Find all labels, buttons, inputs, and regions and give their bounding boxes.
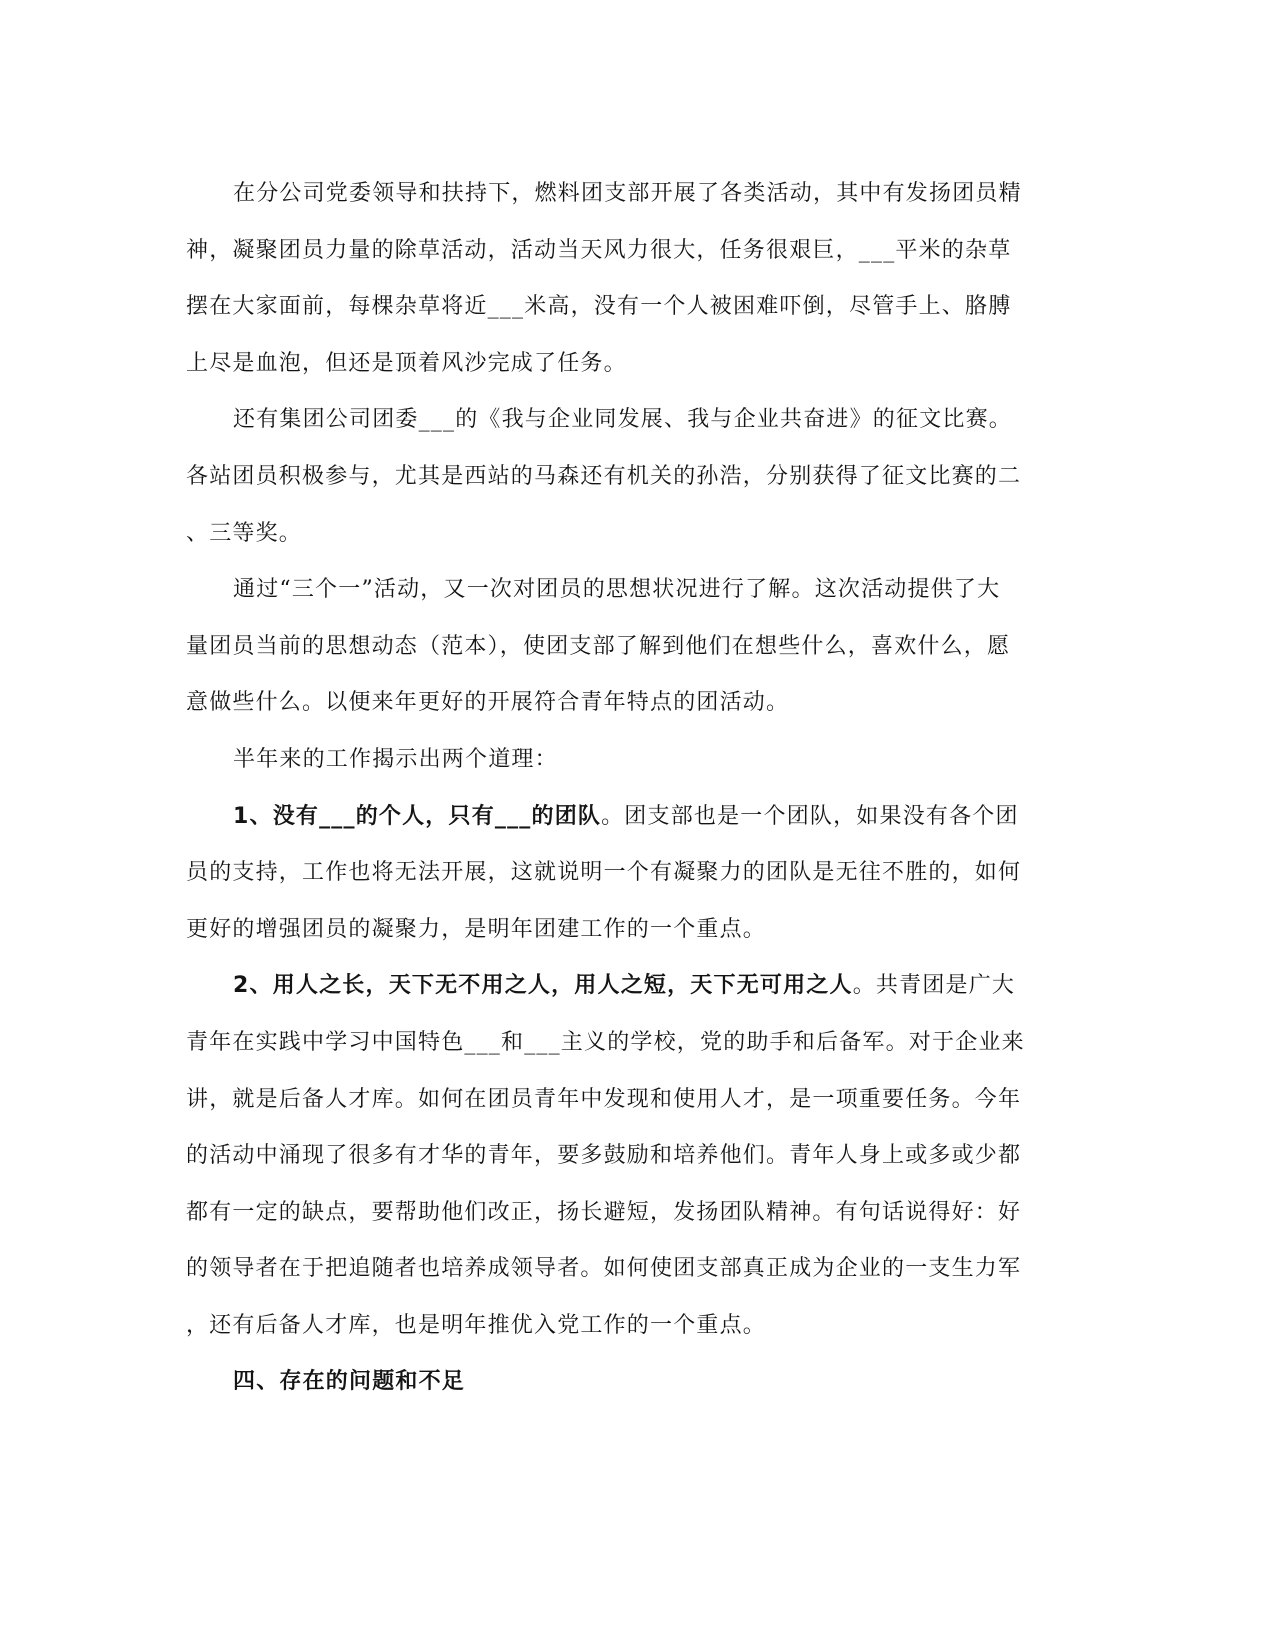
paragraph-two-lessons-intro [186, 732, 1096, 789]
section-heading-problems [186, 1354, 1096, 1411]
lesson-one-title: 1、没有___的个人，只有___的团队 [233, 803, 602, 829]
document-body [186, 166, 1096, 1411]
paragraph-weeding-activity [186, 166, 1096, 392]
text-line: 的活动中涌现了很多有才华的青年，要多鼓励和培养他们。青年人身上或多或少都 [186, 1143, 1022, 1169]
text-run: 。团支部也是一个团队，如果没有各个团 [601, 803, 1019, 829]
text-run: 。共青团是广大 [852, 973, 1016, 999]
text-line: 意做些什么。以便来年更好的开展符合青年特点的团活动。 [186, 690, 790, 716]
text-line [186, 958, 1096, 1015]
text-line: 、三等奖。 [186, 520, 303, 546]
section-heading: 四、存在的问题和不足 [233, 1369, 466, 1395]
paragraph-lesson-two [186, 958, 1096, 1354]
text-line [186, 789, 1096, 846]
text-line: 讲，就是后备人才库。如何在团员青年中发现和使用人才，是一项重要任务。今年 [186, 1086, 1022, 1112]
text-line: 通过“三个一”活动，又一次对团员的思想状况进行了解。这次活动提供了大 [233, 577, 1001, 603]
text-line: 的领导者在于把追随者也培养成领导者。如何使团支部真正成为企业的一支生力军 [186, 1256, 1022, 1282]
text-line: 各站团员积极参与，尤其是西站的马森还有机关的孙浩，分别获得了征文比赛的二 [186, 463, 1022, 489]
text-line: 青年在实践中学习中国特色___和___主义的学校，党的助手和后备军。对于企业来 [186, 1029, 1025, 1055]
text-line: 量团员当前的思想动态（范本），使团支部了解到他们在想些什么，喜欢什么，愿 [186, 633, 1011, 659]
paragraph-lesson-one [186, 789, 1096, 959]
paragraph-essay-contest [186, 392, 1096, 562]
text-line: 员的支持，工作也将无法开展，这就说明一个有凝聚力的团队是无往不胜的，如何 [186, 860, 1022, 886]
text-line: ，还有后备人才库，也是明年推优入党工作的一个重点。 [186, 1312, 767, 1338]
text-line: 更好的增强团员的凝聚力，是明年团建工作的一个重点。 [186, 916, 767, 942]
text-line: 还有集团公司团委___的《我与企业同发展、我与企业共奋进》的征文比赛。 [233, 407, 1013, 433]
text-line: 摆在大家面前，每棵杂草将近___米高，没有一个人被困难吓倒，尽管手上、胳膊 [186, 294, 1012, 320]
text-line: 神，凝聚团员力量的除草活动，活动当天风力很大，任务很艰巨，___平米的杂草 [186, 237, 1012, 263]
text-line: 都有一定的缺点，要帮助他们改正，扬长避短，发扬团队精神。有句话说得好：好 [186, 1199, 1022, 1225]
lesson-two-title: 2、用人之长，天下无不用之人，用人之短，天下无可用之人 [233, 973, 853, 999]
text-line: 上尽是血泡，但还是顶着风沙完成了任务。 [186, 350, 627, 376]
text-line: 半年来的工作揭示出两个道理： [233, 746, 558, 772]
text-line: 在分公司党委领导和扶持下，燃料团支部开展了各类活动，其中有发扬团员精 [233, 181, 1022, 206]
paragraph-three-ones-activity [186, 562, 1096, 732]
